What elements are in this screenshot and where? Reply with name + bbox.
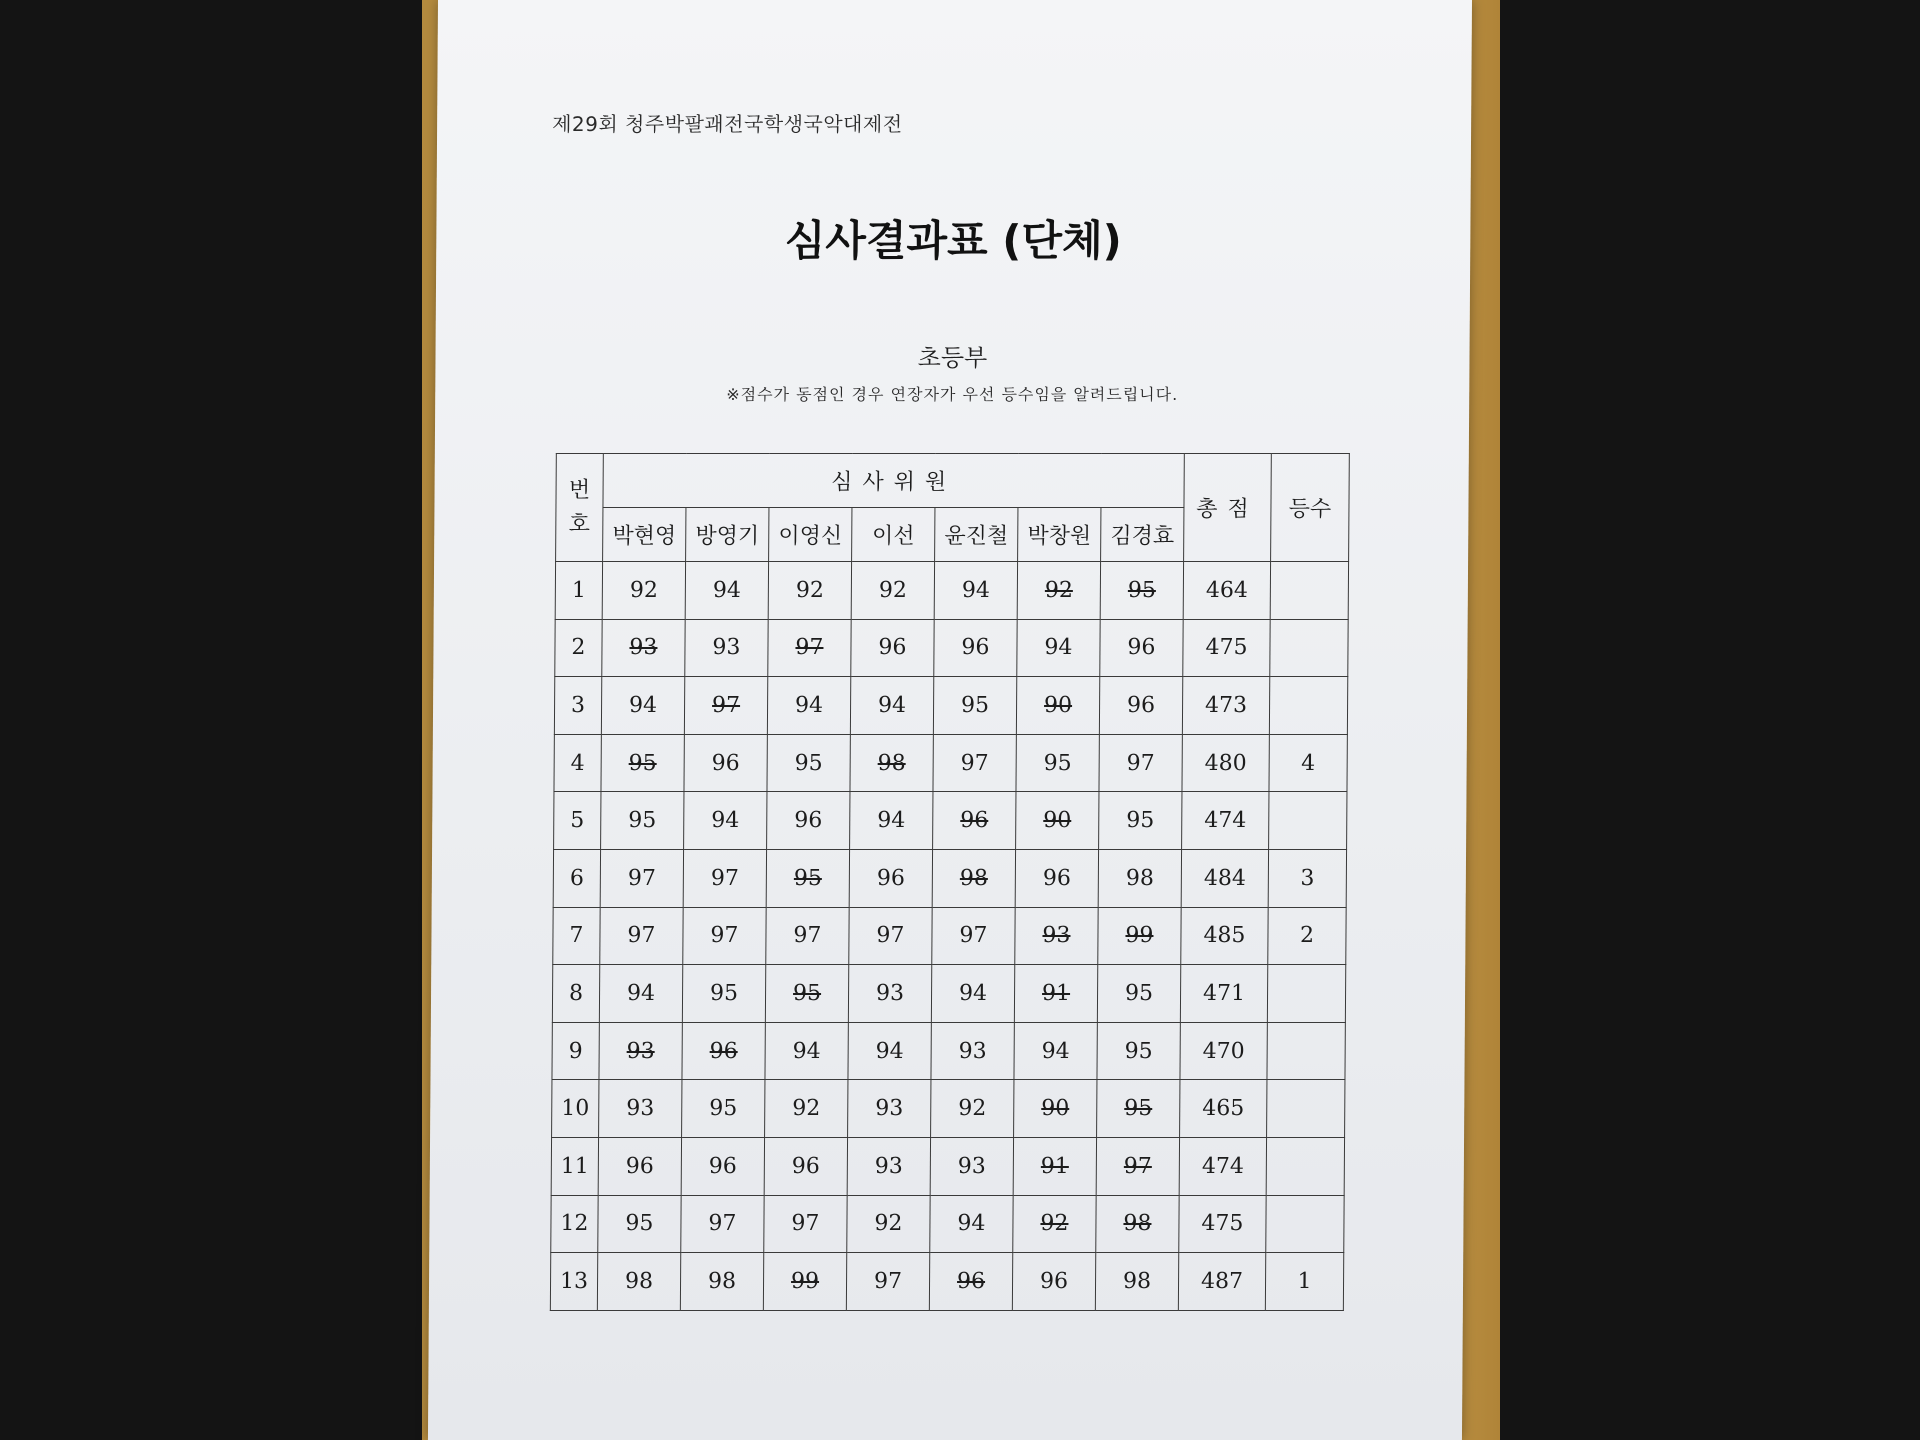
score-cell: 94 (1017, 619, 1100, 677)
entry-number: 10 (552, 1080, 599, 1138)
rank-cell (1267, 1080, 1345, 1138)
entry-number: 3 (554, 677, 601, 735)
score-cell: 97 (683, 849, 766, 907)
score-cell: 98 (1098, 849, 1181, 907)
rank-cell (1270, 619, 1348, 677)
score-cell: 98 (597, 1253, 680, 1311)
score-cell: 96 (934, 619, 1017, 677)
judge-header: 박창원 (1018, 508, 1101, 562)
excluded-score-cell: 97 (768, 619, 851, 677)
score-cell: 98 (680, 1253, 763, 1311)
score-cell: 94 (930, 1195, 1013, 1253)
score-cell: 92 (847, 1195, 930, 1253)
judge-header: 이선 (852, 508, 935, 562)
total-score: 473 (1182, 677, 1269, 735)
judge-header: 박현영 (603, 508, 686, 562)
score-cell: 96 (849, 849, 932, 907)
total-score: 487 (1178, 1253, 1265, 1311)
score-cell: 94 (850, 792, 933, 850)
score-cell: 97 (846, 1253, 929, 1311)
judge-header: 방영기 (686, 508, 769, 562)
entry-number: 12 (551, 1195, 598, 1253)
score-cell: 94 (601, 677, 684, 735)
table-row (553, 907, 1346, 965)
entry-number: 8 (552, 965, 599, 1023)
excluded-score-cell: 95 (601, 734, 684, 792)
score-cell: 95 (682, 965, 765, 1023)
score-cell: 96 (764, 1137, 847, 1195)
entry-number: 2 (555, 619, 602, 677)
excluded-score-cell: 99 (763, 1253, 846, 1311)
total-score: 474 (1179, 1137, 1266, 1195)
rank-cell (1267, 965, 1345, 1023)
excluded-score-cell: 92 (1017, 562, 1100, 620)
score-cell: 92 (768, 562, 851, 620)
excluded-score-cell: 95 (766, 849, 849, 907)
score-cell: 94 (848, 1022, 931, 1080)
document-title: 심사결과표 (단체) (784, 216, 1123, 265)
score-cell: 93 (931, 1022, 1014, 1080)
table-row (555, 562, 1348, 620)
table-row (554, 792, 1347, 850)
score-cell: 94 (684, 792, 767, 850)
score-cell: 94 (931, 965, 1014, 1023)
score-cell: 97 (933, 734, 1016, 792)
entry-number: 9 (552, 1022, 599, 1080)
entry-number: 5 (554, 792, 601, 850)
event-name: 제29회 청주박팔괘전국학생국악대제전 (552, 112, 903, 136)
score-cell: 95 (1099, 792, 1182, 850)
excluded-score-cell: 96 (682, 1022, 765, 1080)
excluded-score-cell: 98 (932, 849, 1015, 907)
excluded-score-cell: 90 (1016, 677, 1099, 735)
table-row (555, 619, 1348, 677)
entry-number: 11 (551, 1137, 598, 1195)
tie-break-note: ※점수가 동점인 경우 연장자가 우선 등수임을 알려드립니다. (726, 385, 1179, 404)
score-cell: 95 (767, 734, 850, 792)
entry-number: 1 (555, 562, 602, 620)
score-cell: 98 (1095, 1253, 1178, 1311)
score-cell: 93 (847, 1137, 930, 1195)
total-score: 485 (1181, 907, 1268, 965)
score-cell: 93 (848, 965, 931, 1023)
score-cell: 96 (1100, 619, 1183, 677)
score-cell: 95 (933, 677, 1016, 735)
score-cell: 97 (849, 907, 932, 965)
score-cell: 92 (851, 562, 934, 620)
table-row (552, 1080, 1345, 1138)
score-cell: 97 (766, 907, 849, 965)
excluded-score-cell: 93 (599, 1022, 682, 1080)
score-cell: 97 (600, 907, 683, 965)
entry-number: 6 (553, 849, 600, 907)
entry-number: 13 (550, 1253, 597, 1311)
score-cell: 92 (765, 1080, 848, 1138)
judge-header: 이영신 (769, 508, 852, 562)
score-cell: 96 (1012, 1253, 1095, 1311)
score-cell: 94 (850, 677, 933, 735)
excluded-score-cell: 96 (929, 1253, 1012, 1311)
score-table (550, 453, 1350, 1311)
rank-cell (1270, 562, 1348, 620)
excluded-score-cell: 92 (1013, 1195, 1096, 1253)
score-cell: 95 (682, 1080, 765, 1138)
table-row (553, 849, 1346, 907)
score-cell: 96 (598, 1137, 681, 1195)
score-cell: 94 (685, 562, 768, 620)
score-cell: 97 (1099, 734, 1182, 792)
score-cell: 96 (1099, 677, 1182, 735)
judge-header: 윤진철 (935, 508, 1018, 562)
score-cell: 94 (765, 1022, 848, 1080)
score-cell: 96 (1015, 849, 1098, 907)
rank-cell: 2 (1268, 907, 1346, 965)
division-label: 초등부 (917, 344, 988, 372)
entry-number: 4 (554, 734, 601, 792)
excluded-score-cell: 93 (1015, 907, 1098, 965)
score-cell: 94 (767, 677, 850, 735)
excluded-score-cell: 96 (933, 792, 1016, 850)
score-cell: 95 (598, 1195, 681, 1253)
rank-cell (1266, 1195, 1344, 1253)
score-cell: 94 (1014, 1022, 1097, 1080)
excluded-score-cell: 97 (684, 677, 767, 735)
score-cell: 96 (681, 1137, 764, 1195)
judge-header: 김경효 (1101, 508, 1184, 562)
score-cell: 95 (1097, 965, 1180, 1023)
rank-cell (1269, 677, 1347, 735)
score-cell: 96 (684, 734, 767, 792)
result-sheet (428, 0, 1472, 1440)
excluded-score-cell: 91 (1013, 1137, 1096, 1195)
score-cell: 97 (681, 1195, 764, 1253)
excluded-score-cell: 90 (1016, 792, 1099, 850)
excluded-score-cell: 98 (850, 734, 933, 792)
entry-number: 7 (553, 907, 600, 965)
rank-cell: 3 (1268, 849, 1346, 907)
score-cell: 93 (848, 1080, 931, 1138)
total-score: 475 (1183, 619, 1270, 677)
score-cell: 94 (934, 562, 1017, 620)
score-cell: 96 (767, 792, 850, 850)
total-score: 484 (1181, 849, 1268, 907)
score-cell: 93 (930, 1137, 1013, 1195)
table-row (550, 1253, 1343, 1311)
table-row (551, 1195, 1344, 1253)
excluded-score-cell: 90 (1014, 1080, 1097, 1138)
rank-cell (1267, 1022, 1345, 1080)
excluded-score-cell: 95 (1097, 1080, 1180, 1138)
number-header-bottom: 호 (568, 511, 591, 537)
table-row (552, 1022, 1345, 1080)
total-score: 464 (1183, 562, 1270, 620)
table-row (554, 734, 1347, 792)
number-header-top: 번 (568, 477, 591, 503)
total-score: 471 (1180, 965, 1267, 1023)
score-cell: 96 (851, 619, 934, 677)
score-cell: 97 (764, 1195, 847, 1253)
excluded-score-cell: 93 (602, 619, 685, 677)
excluded-score-cell: 95 (765, 965, 848, 1023)
excluded-score-cell: 95 (1100, 562, 1183, 620)
table-row (554, 677, 1347, 735)
total-header: 총점 (1184, 454, 1272, 562)
rank-cell: 4 (1269, 734, 1347, 792)
score-cell: 93 (685, 619, 768, 677)
score-cell: 92 (931, 1080, 1014, 1138)
score-cell: 95 (601, 792, 684, 850)
rank-header: 등수 (1271, 454, 1350, 562)
rank-cell (1269, 792, 1347, 850)
judges-group-header: 심사위원 (603, 454, 1184, 508)
rank-cell: 1 (1265, 1253, 1343, 1311)
table-row (551, 1137, 1344, 1195)
score-cell: 93 (599, 1080, 682, 1138)
rank-cell (1266, 1137, 1344, 1195)
total-score: 480 (1182, 734, 1269, 792)
excluded-score-cell: 99 (1098, 907, 1181, 965)
number-header (556, 454, 604, 562)
score-cell: 97 (683, 907, 766, 965)
score-cell: 97 (600, 849, 683, 907)
excluded-score-cell: 97 (1096, 1137, 1179, 1195)
total-score: 475 (1179, 1195, 1266, 1253)
excluded-score-cell: 91 (1014, 965, 1097, 1023)
score-cell: 95 (1097, 1022, 1180, 1080)
score-cell: 92 (602, 562, 685, 620)
score-cell: 94 (599, 965, 682, 1023)
score-cell: 95 (1016, 734, 1099, 792)
table-row (552, 965, 1345, 1023)
total-score: 470 (1180, 1022, 1267, 1080)
total-score: 474 (1182, 792, 1269, 850)
total-score: 465 (1180, 1080, 1267, 1138)
score-cell: 97 (932, 907, 1015, 965)
excluded-score-cell: 98 (1096, 1195, 1179, 1253)
